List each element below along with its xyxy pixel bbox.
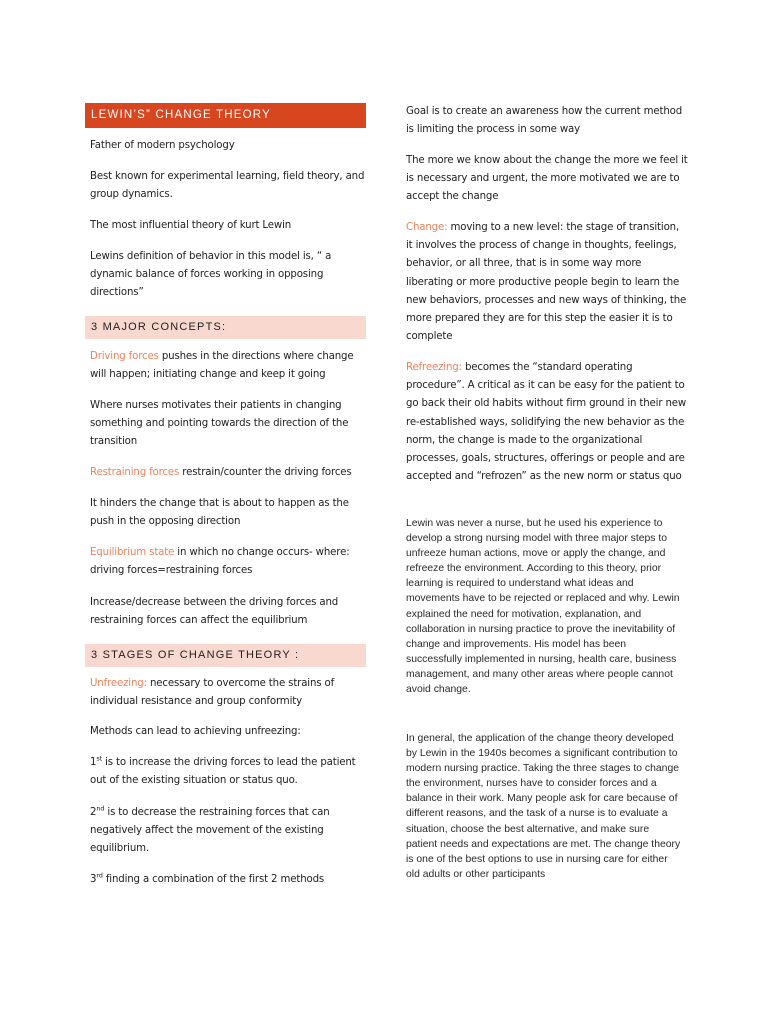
term-driving-forces: Driving forces (90, 351, 159, 362)
paragraph-more-we-know: The more we know about the change the more we feel it is necessary and urgent, the more motivated we are to accept the change (406, 155, 688, 203)
method-3-text: finding a combination of the first 2 methods (102, 874, 325, 885)
section-header-major-concepts: 3 MAJOR CONCEPTS: (85, 316, 366, 339)
text-equilibrium-state: in which no change occurs- where: driving forces=restraining forces (90, 547, 350, 577)
term-change: Change: (406, 222, 448, 233)
text-change: moving to a new level: the stage of transition, it involves the process of change in thoughts, feelings, behavior, or all three, that is in some way more liberating or more productive people begin to learn the new behaviors, processes and new ways of thinking, the more prepared they are for this step the easier it is to complete (406, 222, 687, 343)
paragraph-influential: The most influential theory of kurt Lewin (90, 220, 292, 231)
method-2-text: is to decrease the restraining forces that can negatively affect the movement of the existing equilibrium. (90, 807, 330, 855)
paragraph-hinders: It hinders the change that is about to happen as the push in the opposing direction (90, 498, 349, 528)
term-refreezing: Refreezing: (406, 362, 462, 373)
paragraph-restraining-forces (90, 464, 370, 482)
term-unfreezing: Unfreezing: (90, 678, 147, 689)
paragraph-increase-decrease: Increase/decrease between the driving forces and restraining forces can affect the equilibrium (90, 597, 339, 627)
section-header-stages: 3 STAGES OF CHANGE THEORY : (85, 644, 366, 667)
paragraph-in-general: In general, the application of the change theory developed by Lewin in the 1940s becomes a significant contribution to modern nursing practice. Taking the three stages to change the environment, nurses have to consider forces and a balance in their work. Many people ask for care because of different reasons, and the task of a nurse is to evaluate a situation, choose the best alternative, and make sure patient needs and expectations are met. The change theory is one of the best options to use in nursing care for either old adults or other participants (406, 733, 681, 880)
text-driving-forces: pushes in the directions where change will happen; initiating change and keep it going (90, 351, 354, 381)
paragraph-definition: Lewins definition of behavior in this model is, “ a dynamic balance of forces working in opposing directions” (90, 251, 332, 299)
paragraph-methods: Methods can lead to achieving unfreezing: (90, 726, 301, 737)
paragraph-nurses-motivate: Where nurses motivates their patients in changing something and pointing towards the direction of the transition (90, 400, 349, 448)
text-refreezing: becomes the “standard operating procedure”. A critical as it can be easy for the patient to go back their old habits without firm ground in their new re-established ways, solidifying the new behavior as the norm, the change is made to the organizational processes, goals, structures, offerings or people and are accepted and “refrozen” as the new norm or status quo (406, 362, 687, 483)
section-header-lewins-change-theory: LEWIN’S” CHANGE THEORY (85, 103, 366, 128)
paragraph-equilibrium (90, 544, 370, 580)
method-2-number: 2 (90, 807, 97, 818)
paragraph-father: Father of modern psychology (90, 140, 235, 151)
text-restraining-forces: restrain/counter the driving forces (179, 467, 352, 478)
method-3-ordinal: rd (96, 871, 103, 880)
paragraph-method-2 (90, 804, 370, 859)
paragraph-goal: Goal is to create an awareness how the current method is limiting the process in some way (406, 106, 683, 136)
method-1-text: is to increase the driving forces to lead the patient out of the existing situation or status quo. (90, 757, 356, 787)
paragraph-refreezing (406, 359, 688, 486)
paragraph-method-3 (90, 871, 370, 889)
term-restraining-forces: Restraining forces (90, 467, 180, 478)
paragraph-driving-forces (90, 348, 370, 384)
method-1-number: 1 (90, 757, 97, 768)
method-1-ordinal: st (96, 754, 102, 763)
text-unfreezing: necessary to overcome the strains of individual resistance and group conformity (90, 678, 335, 708)
paragraph-known-for: Best known for experimental learning, field theory, and group dynamics. (90, 171, 365, 201)
paragraph-method-1 (90, 754, 370, 790)
method-2-ordinal: nd (96, 804, 105, 813)
paragraph-lewin-never-nurse: Lewin was never a nurse, but he used his experience to develop a strong nursing model with three major steps to unfreeze human actions, move or apply the change, and refreeze the environment. According to this theory, prior learning is required to understand what ideas and movements have to be rejected or replaced and why. Lewin explained the need for motivation, explanation, and collaboration in nursing practice to prove the inevitability of change and improvements. His model has been successfully implemented in nursing, health care, business management, and many other areas where people cannot avoid change. (406, 518, 680, 696)
term-equilibrium-state: Equilibrium state (90, 547, 175, 558)
paragraph-change (406, 219, 688, 346)
paragraph-unfreezing (90, 675, 370, 711)
method-3-number: 3 (90, 874, 97, 885)
